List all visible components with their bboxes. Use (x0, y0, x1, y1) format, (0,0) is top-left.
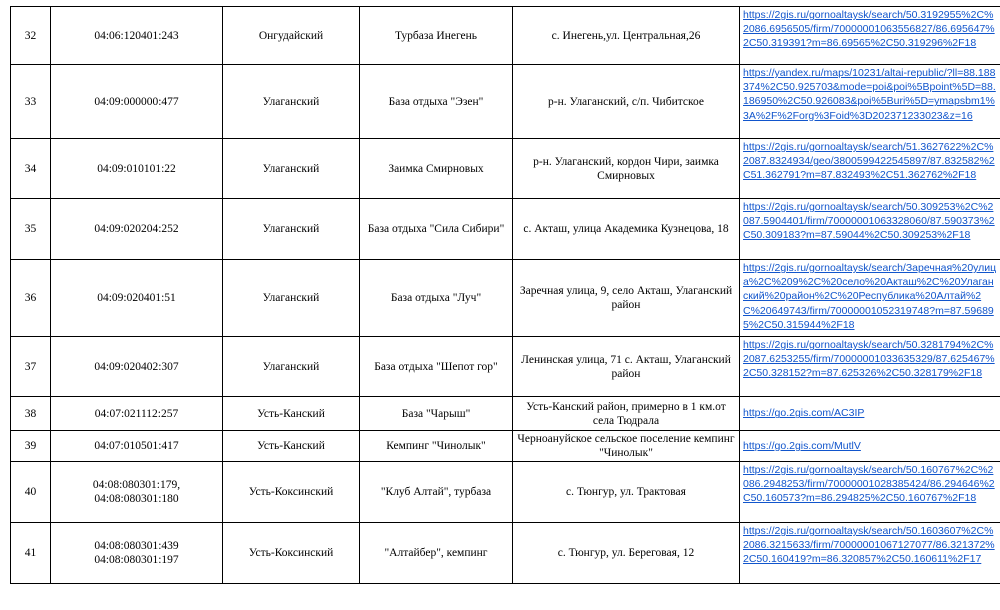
cadastral-number-line: 04:08:080301:197 (94, 554, 179, 566)
map-link-cell (740, 260, 1000, 337)
district-cell: Улаганский (223, 139, 360, 199)
facility-name-cell: "Клуб Алтай", турбаза (360, 462, 513, 523)
table-row (11, 260, 1000, 337)
cadastral-number-cell: 04:07:021112:257 (51, 397, 223, 431)
district-cell: Усть-Канский (223, 431, 360, 462)
facility-name-cell: База отдыха "Сила Сибири" (360, 199, 513, 260)
registry-table (10, 6, 1000, 584)
map-link-cell (740, 337, 1000, 397)
table-body (11, 7, 1000, 584)
cadastral-number-cell: 04:07:010501:417 (51, 431, 223, 462)
facility-name-cell: Турбаза Инегень (360, 7, 513, 65)
address-cell: с. Акташ, улица Академика Кузнецова, 18 (513, 199, 740, 260)
facility-name-cell: База отдыха "Луч" (360, 260, 513, 337)
table-row (11, 337, 1000, 397)
map-link-cell (740, 523, 1000, 584)
map-link-cell (740, 462, 1000, 523)
row-number-cell: 34 (11, 139, 51, 199)
address-cell: р-н. Улаганский, кордон Чири, заимка Смирновых (513, 139, 740, 199)
row-number-cell: 32 (11, 7, 51, 65)
facility-name-cell: База отдыха "Шепот гор" (360, 337, 513, 397)
cadastral-number-cell (51, 462, 223, 523)
district-cell: Усть-Коксинский (223, 523, 360, 584)
row-number-cell: 39 (11, 431, 51, 462)
address-cell: Черноануйское сельское поселение кемпинг "Чинолык" (513, 431, 740, 462)
table-row (11, 462, 1000, 523)
map-link[interactable]: https://2gis.ru/gornoaltaysk/search/50.3281794%2C%2087.6253255/firm/70000001033635329/87.625467%2C50.328152?m=87.625326%2C50.328179%2F18 (743, 339, 995, 380)
cadastral-number-line: 04:08:080301:439 (94, 540, 179, 552)
map-link-cell (740, 7, 1000, 65)
cadastral-number-cell: 04:06:120401:243 (51, 7, 223, 65)
map-link[interactable]: https://2gis.ru/gornoaltaysk/search/51.3627622%2C%2087.8324934/geo/3800599422545897/87.832582%2C51.362791?m=87.832493%2C51.362762%2F18 (743, 141, 995, 182)
facility-name-cell: Кемпинг "Чинолык" (360, 431, 513, 462)
cadastral-number-cell: 04:09:020204:252 (51, 199, 223, 260)
district-cell: Онгудайский (223, 7, 360, 65)
map-link-cell (740, 431, 1000, 462)
table-row (11, 7, 1000, 65)
table-row (11, 139, 1000, 199)
address-cell: с. Инегень,ул. Центральная,26 (513, 7, 740, 65)
address-cell: Ленинская улица, 71 с. Акташ, Улаганский район (513, 337, 740, 397)
cadastral-number-line: 04:08:080301:179, (92, 479, 181, 491)
cadastral-number-cell: 04:09:000000:477 (51, 65, 223, 139)
table-row (11, 431, 1000, 462)
address-cell: Заречная улица, 9, село Акташ, Улаганский район (513, 260, 740, 337)
district-cell: Улаганский (223, 337, 360, 397)
district-cell: Усть-Коксинский (223, 462, 360, 523)
row-number-cell: 33 (11, 65, 51, 139)
district-cell: Улаганский (223, 199, 360, 260)
facility-name-cell: "Алтайбер", кемпинг (360, 523, 513, 584)
map-link[interactable]: https://2gis.ru/gornoaltaysk/search/50.309253%2C%2087.5904401/firm/70000001063328060/87.590373%2C50.309183?m=87.59044%2C50.309253%2F18 (743, 201, 995, 242)
map-link[interactable]: https://2gis.ru/gornoaltaysk/search/50.160767%2C%2086.2948253/firm/70000001028385424/86.294646%2C50.160573?m=86.294825%2C50.160767%2F18 (743, 464, 995, 505)
district-cell: Усть-Канский (223, 397, 360, 431)
row-number-cell: 41 (11, 523, 51, 584)
address-cell: с. Тюнгур, ул. Береговая, 12 (513, 523, 740, 584)
row-number-cell: 37 (11, 337, 51, 397)
address-cell: Усть-Канский район, примерно в 1 км.от села Тюдрала (513, 397, 740, 431)
table-row (11, 65, 1000, 139)
row-number-cell: 38 (11, 397, 51, 431)
row-number-cell: 36 (11, 260, 51, 337)
cadastral-number-line: 04:08:080301:180 (94, 493, 179, 505)
map-link-cell (740, 65, 1000, 139)
map-link-cell (740, 139, 1000, 199)
row-number-cell: 40 (11, 462, 51, 523)
facility-name-cell: Заимка Смирновых (360, 139, 513, 199)
map-link[interactable]: https://go.2gis.com/MutlV (743, 439, 861, 452)
map-link-cell (740, 397, 1000, 431)
cadastral-number-cell: 04:09:020402:307 (51, 337, 223, 397)
map-link[interactable]: https://2gis.ru/gornoaltaysk/search/Заречная%20улица%2C%209%2C%20село%20Акташ%2C%20Улаганский%20район%2C%20Республика%20Алтай%2C%20649743/firm/70000001052319748?m=87.596895%2C50.315944%2F18 (743, 262, 997, 331)
district-cell: Улаганский (223, 65, 360, 139)
table-row (11, 523, 1000, 584)
map-link[interactable]: https://go.2gis.com/AC3IP (743, 407, 865, 420)
address-cell: с. Тюнгур, ул. Трактовая (513, 462, 740, 523)
cadastral-number-cell: 04:09:010101:22 (51, 139, 223, 199)
map-link-cell (740, 199, 1000, 260)
map-link[interactable]: https://yandex.ru/maps/10231/altai-republic/?ll=88.188374%2C50.925703&mode=poi&poi%5Bpoint%5D=88.186950%2C50.926083&poi%5Buri%5D=ymapsbm1%3A%2F%2Forg%3Foid%3D202371233023&z=16 (743, 67, 996, 122)
cadastral-number-cell (51, 523, 223, 584)
table-row (11, 397, 1000, 431)
row-number-cell: 35 (11, 199, 51, 260)
table-row (11, 199, 1000, 260)
cadastral-number-cell: 04:09:020401:51 (51, 260, 223, 337)
address-cell: р-н. Улаганский, с/п. Чибитское (513, 65, 740, 139)
map-link[interactable]: https://2gis.ru/gornoaltaysk/search/50.1603607%2C%2086.3215633/firm/70000001067127077/86.321372%2C50.160419?m=86.320857%2C50.160611%2F17 (743, 525, 995, 566)
map-link[interactable]: https://2gis.ru/gornoaltaysk/search/50.3192955%2C%2086.6956505/firm/70000001063556827/86.695647%2C50.319391?m=86.69565%2C50.319296%2F18 (743, 9, 995, 50)
facility-name-cell: База отдыха "Эзен" (360, 65, 513, 139)
district-cell: Улаганский (223, 260, 360, 337)
facility-name-cell: База "Чарыш" (360, 397, 513, 431)
